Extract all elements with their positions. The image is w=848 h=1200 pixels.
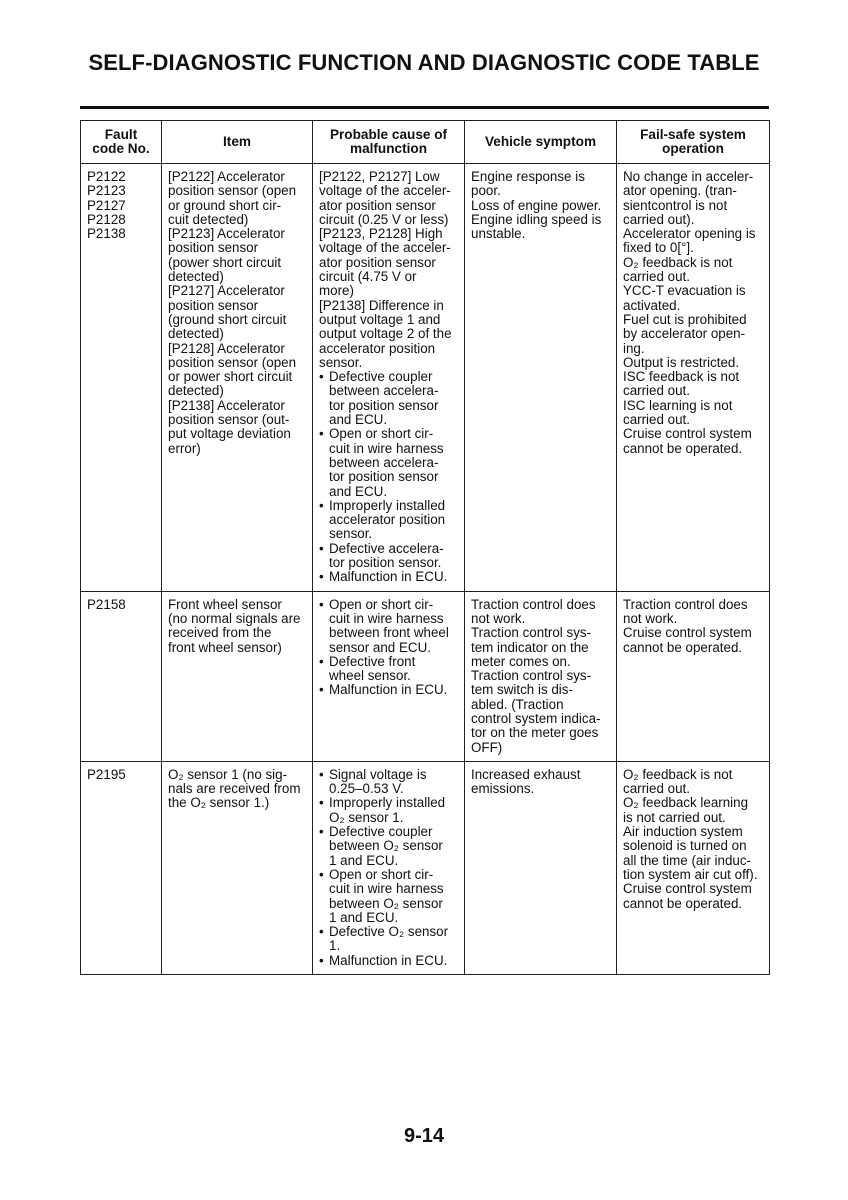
header-probable-cause: Probable cause of malfunction [313,121,465,164]
header-fault-code: Fault code No. [81,121,162,164]
cause-bullet-list [319,370,460,584]
code-line: P2127 [87,197,126,213]
cause-bullet-item: • Defective accelera- tor position sensor. [319,542,460,571]
table-row [81,591,770,761]
item-line: put voltage deviation [168,426,291,442]
symptom-line: poor. [471,183,501,199]
cell-symptom [465,164,617,592]
cause-bullet-item: • Open or short cir- cuit in wire harness between front wheel sensor and ECU. [319,598,460,655]
item-line: front wheel sensor) [168,639,282,655]
item-line: or ground short cir- [168,197,282,213]
cause-text-line: ator position sensor [319,254,436,270]
cause-bullet-item: • Signal voltage is 0.25–0.53 V. [319,768,460,797]
item-line: [P2127] Accelerator [168,283,285,299]
cause-text-line: [P2138] Difference in [319,297,444,313]
item-line: [P2122] Accelerator [168,169,285,184]
failsafe-line: Cruise control system [623,625,752,641]
cause-text-line: circuit (4.75 V or [319,269,417,285]
failsafe-line: Cruise control system [623,881,752,897]
item-line: (ground short circuit [168,311,287,327]
failsafe-line: cannot be operated. [623,639,743,655]
table-row [81,164,770,592]
symptom-line: Loss of engine power. [471,197,602,213]
cell-failsafe [617,591,770,761]
cause-bullet-item: • Malfunction in ECU. [319,954,460,968]
cell-cause [313,761,465,974]
code-line: P2158 [87,596,126,612]
cause-text-line: accelerator position [319,340,436,356]
item-line: [P2128] Accelerator [168,340,285,356]
item-line: (no normal signals are [168,610,301,626]
cause-bullet-item: • Defective O₂ sensor 1. [319,925,460,954]
cause-text-line: circuit (0.25 V or less) [319,211,449,227]
item-line: detected) [168,326,224,342]
code-line: P2195 [87,766,126,782]
symptom-line: Engine idling speed is [471,211,602,227]
cell-item [162,761,313,974]
item-line: position sensor (open [168,183,297,199]
cause-bullet-item: • Malfunction in ECU. [319,683,460,697]
cause-text-line: voltage of the acceler- [319,183,451,199]
cell-cause [313,164,465,592]
symptom-line: Traction control sys- [471,625,592,641]
cause-text-line: output voltage 1 and [319,311,441,327]
item-line: cuit detected) [168,211,249,227]
item-line: detected) [168,269,224,285]
cell-code [81,164,162,592]
failsafe-line: sientcontrol is not [623,197,728,213]
table-row [81,761,770,974]
cause-text-line: more) [319,283,354,299]
page-title: SELF-DIAGNOSTIC FUNCTION AND DIAGNOSTIC CODE TABLE [88,50,760,75]
symptom-line: not work. [471,610,526,626]
symptom-line: unstable. [471,226,526,242]
symptom-line: control system indica- [471,710,601,726]
failsafe-line: activated. [623,297,681,313]
code-line: P2138 [87,226,126,242]
cause-bullet-item: • Open or short cir- cuit in wire harness between O₂ sensor 1 and ECU. [319,868,460,925]
code-line: P2128 [87,211,126,227]
item-line: (power short circuit [168,254,282,270]
cause-bullet-item: • Defective front wheel sensor. [319,655,460,684]
item-line: position sensor [168,240,259,256]
failsafe-line: Output is restricted. [623,354,740,370]
failsafe-line: O₂ feedback learning [623,795,749,811]
failsafe-line: tion system air cut off). [623,866,758,882]
cause-bullet-item: • Improperly installed O₂ sensor 1. [319,796,460,825]
cell-failsafe [617,761,770,974]
cell-failsafe [617,164,770,592]
failsafe-line: Cruise control system [623,426,752,442]
symptom-line: tem indicator on the [471,639,589,655]
code-line: P2122 [87,169,126,184]
item-line: or power short circuit [168,369,293,385]
table-header-row [81,121,770,164]
failsafe-line: fixed to 0[°]. [623,240,694,256]
failsafe-line: carried out. [623,412,690,428]
failsafe-line: No change in acceler- [623,169,754,184]
failsafe-line: ISC learning is not [623,397,733,413]
failsafe-line: Accelerator opening is [623,226,756,242]
code-line: P2123 [87,183,126,199]
symptom-line: Traction control sys- [471,668,592,684]
item-line: detected) [168,383,224,399]
failsafe-line: solenoid is turned on [623,838,747,854]
cell-item [162,591,313,761]
diagnostic-code-table [80,120,770,975]
cause-bullet-item: • Open or short cir- cuit in wire harness between accelera- tor position sensor and ECU. [319,427,460,498]
cell-code [81,761,162,974]
cause-bullet-item: • Improperly installed accelerator position sensor. [319,499,460,542]
item-line: received from the [168,625,272,641]
item-line: Front wheel sensor [168,596,282,612]
failsafe-line: cannot be operated. [623,895,743,911]
failsafe-line: Fuel cut is prohibited [623,311,747,327]
header-item: Item [162,121,313,164]
failsafe-line: carried out. [623,383,690,399]
symptom-line: tem switch is dis- [471,682,573,698]
cause-text-line: output voltage 2 of the [319,326,452,342]
symptom-line: Increased exhaust [471,766,581,782]
header-vehicle-symptom: Vehicle symptom [465,121,617,164]
symptom-line: meter comes on. [471,653,571,669]
title-rule [80,106,769,109]
failsafe-line: all the time (air induc- [623,852,752,868]
failsafe-line: YCC-T evacuation is [623,283,746,299]
failsafe-line: Traction control does [623,596,748,612]
cell-code [81,591,162,761]
failsafe-line: ing. [623,340,645,356]
cause-text-line: [P2122, P2127] Low [319,169,440,184]
symptom-line: Engine response is [471,169,585,184]
cause-bullet-item: • Defective coupler between O₂ sensor 1 and ECU. [319,825,460,868]
failsafe-line: by accelerator open- [623,326,746,342]
item-line: the O₂ sensor 1.) [168,795,270,811]
symptom-line: abled. (Traction [471,696,564,712]
failsafe-line: O₂ feedback is not [623,766,733,782]
cause-text-line: voltage of the acceler- [319,240,451,256]
failsafe-line: carried out). [623,211,695,227]
item-line: position sensor (out- [168,412,290,428]
failsafe-line: carried out. [623,269,690,285]
symptom-line: emissions. [471,781,535,797]
cell-item [162,164,313,592]
failsafe-line: ISC feedback is not [623,369,740,385]
failsafe-line: cannot be operated. [623,440,743,456]
item-line: [P2138] Accelerator [168,397,285,413]
failsafe-line: not work. [623,610,678,626]
failsafe-line: is not carried out. [623,809,726,825]
symptom-line: Traction control does [471,596,596,612]
item-line: error) [168,440,201,456]
item-line: position sensor (open [168,354,297,370]
cell-cause [313,591,465,761]
item-line: [P2123] Accelerator [168,226,285,242]
cause-text-line: ator position sensor [319,197,436,213]
item-line: nals are received from [168,781,301,797]
cause-bullet-list [319,598,460,698]
failsafe-line: Air induction system [623,824,743,840]
failsafe-line: carried out. [623,781,690,797]
cause-bullet-list [319,768,460,968]
symptom-line: OFF) [471,739,503,755]
cause-bullet-item: • Defective coupler between accelera- tor position sensor and ECU. [319,370,460,427]
symptom-line: tor on the meter goes [471,725,599,741]
item-line: position sensor [168,297,259,313]
cause-bullet-item: • Malfunction in ECU. [319,570,460,584]
cause-text-line: sensor. [319,354,363,370]
cell-symptom [465,761,617,974]
item-line: O₂ sensor 1 (no sig- [168,766,288,782]
page-number: 9-14 [403,1125,445,1147]
header-fail-safe: Fail-safe system operation [617,121,770,164]
cell-symptom [465,591,617,761]
cause-text-line: [P2123, P2128] High [319,226,443,242]
failsafe-line: ator opening. (tran- [623,183,737,199]
failsafe-line: O₂ feedback is not [623,254,733,270]
